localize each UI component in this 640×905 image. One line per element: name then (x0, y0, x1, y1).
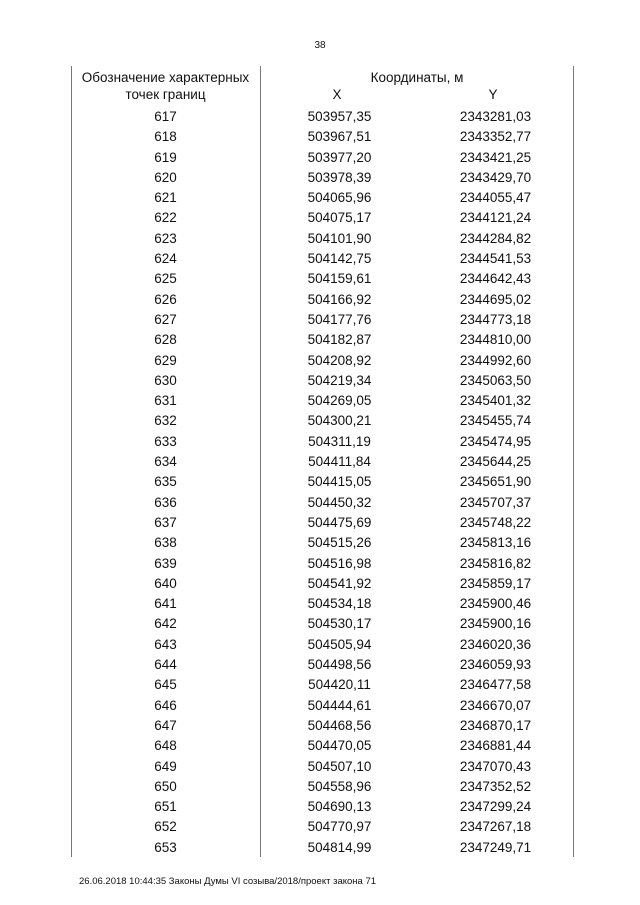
table-row (71, 614, 574, 634)
y-coordinate: 2345474,95 (459, 433, 532, 449)
y-coordinate: 2347299,24 (459, 799, 532, 815)
table-row (71, 594, 574, 614)
x-coordinate: 504420,11 (308, 677, 371, 693)
x-coordinate: 504142,75 (307, 251, 372, 267)
y-coordinate: 2343352,77 (459, 129, 532, 145)
point-number: 634 (154, 454, 177, 470)
x-coordinate: 503978,39 (307, 169, 372, 185)
y-coordinate: 2344810,00 (459, 332, 532, 348)
x-coordinate: 504300,21 (307, 413, 372, 429)
x-coordinate: 504450,32 (307, 494, 372, 510)
y-coordinate: 2343429,70 (459, 169, 532, 185)
table-row (71, 269, 574, 289)
table-row (71, 351, 574, 371)
y-coordinate: 2345651,90 (459, 474, 532, 490)
x-coordinate: 504558,96 (307, 778, 372, 794)
x-coordinate: 504470,05 (307, 738, 372, 754)
y-coordinate: 2347352,52 (459, 778, 532, 794)
point-number: 623 (154, 230, 177, 246)
point-number: 631 (154, 393, 177, 409)
table-row (71, 168, 574, 188)
point-number: 651 (154, 799, 177, 815)
page-number: 38 (314, 40, 326, 51)
point-number: 624 (154, 251, 177, 267)
table-row (71, 757, 574, 777)
table-row (71, 513, 574, 533)
table-row (71, 533, 574, 553)
table-row (71, 797, 574, 817)
table-row (71, 655, 574, 675)
y-coordinate: 2345707,37 (459, 494, 532, 510)
table-row (71, 188, 574, 208)
y-coordinate: 2344695,02 (459, 291, 532, 307)
point-number: 647 (154, 717, 177, 733)
table-row (71, 635, 574, 655)
y-coordinate: 2346881,44 (459, 738, 532, 754)
header-x: X (332, 87, 342, 102)
x-coordinate: 504770,97 (307, 819, 372, 835)
table-row (71, 817, 574, 837)
x-coordinate: 504505,94 (307, 636, 372, 652)
y-coordinate: 2345816,82 (459, 555, 532, 571)
table-rows (71, 107, 574, 858)
point-number: 645 (154, 677, 177, 693)
table-row (71, 696, 574, 716)
header-y: Y (488, 87, 498, 102)
table-row (71, 452, 574, 472)
table-row (71, 107, 574, 127)
point-number: 620 (154, 169, 177, 185)
y-coordinate: 2345900,46 (459, 596, 532, 612)
y-coordinate: 2345748,22 (459, 514, 532, 530)
point-number: 652 (154, 819, 177, 835)
header-coordinates: Координаты, м (370, 70, 464, 85)
y-coordinate: 2346059,93 (459, 657, 532, 673)
point-number: 638 (154, 535, 177, 551)
x-coordinate: 504075,17 (307, 210, 372, 226)
point-number: 641 (154, 596, 177, 612)
table-row (71, 777, 574, 797)
point-number: 642 (154, 616, 177, 632)
y-coordinate: 2345455,74 (459, 413, 532, 429)
y-coordinate: 2347267,18 (459, 819, 532, 835)
y-coordinate: 2344541,53 (459, 251, 532, 267)
point-number: 627 (154, 311, 177, 327)
y-coordinate: 2346670,07 (459, 697, 532, 713)
point-number: 646 (154, 697, 177, 713)
x-coordinate: 504534,18 (307, 596, 372, 612)
point-number: 648 (154, 738, 177, 754)
y-coordinate: 2345063,50 (459, 372, 532, 388)
y-coordinate: 2344284,82 (459, 230, 532, 246)
point-number: 628 (154, 332, 177, 348)
x-coordinate: 504690,13 (307, 799, 372, 815)
point-number: 625 (154, 271, 177, 287)
x-coordinate: 504468,56 (307, 717, 372, 733)
y-coordinate: 2347249,71 (459, 839, 532, 855)
point-number: 617 (154, 109, 177, 124)
table-row (71, 391, 574, 411)
point-number: 644 (154, 657, 177, 673)
point-number: 626 (154, 291, 177, 307)
x-coordinate: 504507,10 (307, 758, 372, 774)
point-number: 630 (154, 372, 177, 388)
x-coordinate: 504159,61 (307, 271, 372, 287)
point-number: 640 (154, 575, 177, 591)
y-coordinate: 2346477,58 (459, 677, 532, 693)
x-coordinate: 504101,90 (307, 230, 372, 246)
table-row (71, 411, 574, 431)
point-number: 649 (154, 758, 177, 774)
table-row (71, 574, 574, 594)
y-coordinate: 2343421,25 (459, 149, 532, 165)
table-row (71, 310, 574, 330)
x-coordinate: 504182,87 (307, 332, 372, 348)
point-number: 643 (154, 636, 177, 652)
table-row (71, 371, 574, 391)
table-row (71, 675, 574, 695)
table-row (71, 229, 574, 249)
x-coordinate: 504814,99 (307, 839, 372, 855)
y-coordinate: 2344773,18 (459, 311, 532, 327)
x-coordinate: 504415,05 (307, 474, 372, 490)
x-coordinate: 504475,69 (307, 514, 372, 530)
y-coordinate: 2345859,17 (459, 575, 532, 591)
x-coordinate: 504177,76 (307, 311, 372, 327)
table-row (71, 249, 574, 269)
point-number: 639 (154, 555, 177, 571)
y-coordinate: 2345900,16 (459, 616, 532, 632)
x-coordinate: 504166,92 (307, 291, 372, 307)
footer-text: 26.06.2018 10:44:35 Законы Думы VI созыва/2018/проект закона 71 (79, 876, 377, 887)
x-coordinate: 504065,96 (307, 190, 372, 206)
x-coordinate: 504498,56 (307, 657, 372, 673)
y-coordinate: 2345813,16 (459, 535, 532, 551)
y-coordinate: 2346020,36 (459, 636, 532, 652)
x-coordinate: 504219,34 (307, 372, 372, 388)
x-coordinate: 503957,35 (307, 109, 372, 124)
x-coordinate: 504515,26 (307, 535, 372, 551)
table-row (71, 127, 574, 147)
x-coordinate: 504208,92 (307, 352, 372, 368)
y-coordinate: 2344642,43 (459, 271, 532, 287)
x-coordinate: 504269,05 (307, 393, 372, 409)
y-coordinate: 2345401,32 (459, 393, 532, 409)
point-number: 650 (154, 778, 177, 794)
table-row (71, 290, 574, 310)
x-coordinate: 504530,17 (307, 616, 372, 632)
x-coordinate: 504444,61 (307, 697, 372, 713)
table-row (71, 838, 574, 858)
y-coordinate: 2344121,24 (459, 210, 532, 226)
x-coordinate: 504541,92 (307, 575, 372, 591)
table-row (71, 716, 574, 736)
y-coordinate: 2344992,60 (459, 352, 532, 368)
point-number: 621 (154, 190, 177, 206)
point-number: 653 (154, 839, 177, 855)
point-number: 622 (154, 210, 177, 226)
table-row (71, 208, 574, 228)
y-coordinate: 2345644,25 (459, 454, 532, 470)
x-coordinate: 504411,84 (308, 454, 371, 470)
point-number: 637 (154, 514, 177, 530)
table-row (71, 493, 574, 513)
table-row (71, 472, 574, 492)
point-number: 629 (154, 352, 177, 368)
point-number: 632 (154, 413, 177, 429)
y-coordinate: 2346870,17 (459, 717, 532, 733)
x-coordinate: 503967,51 (307, 129, 372, 145)
point-number: 636 (154, 494, 177, 510)
y-coordinate: 2347070,43 (459, 758, 532, 774)
table-row (71, 554, 574, 574)
table-row (71, 432, 574, 452)
coordinates-table (71, 66, 574, 857)
y-coordinate: 2343281,03 (459, 109, 532, 124)
point-number: 635 (154, 474, 177, 490)
header-point-label: Обозначение характерных точек границ (81, 70, 250, 102)
point-number: 633 (154, 433, 177, 449)
table-row (71, 736, 574, 756)
point-number: 619 (154, 149, 177, 165)
x-coordinate: 503977,20 (307, 149, 372, 165)
x-coordinate: 504516,98 (307, 555, 372, 571)
table-row (71, 148, 574, 168)
y-coordinate: 2344055,47 (459, 190, 532, 206)
point-number: 618 (154, 129, 177, 145)
table-row (71, 330, 574, 350)
x-coordinate: 504311,19 (308, 433, 371, 449)
